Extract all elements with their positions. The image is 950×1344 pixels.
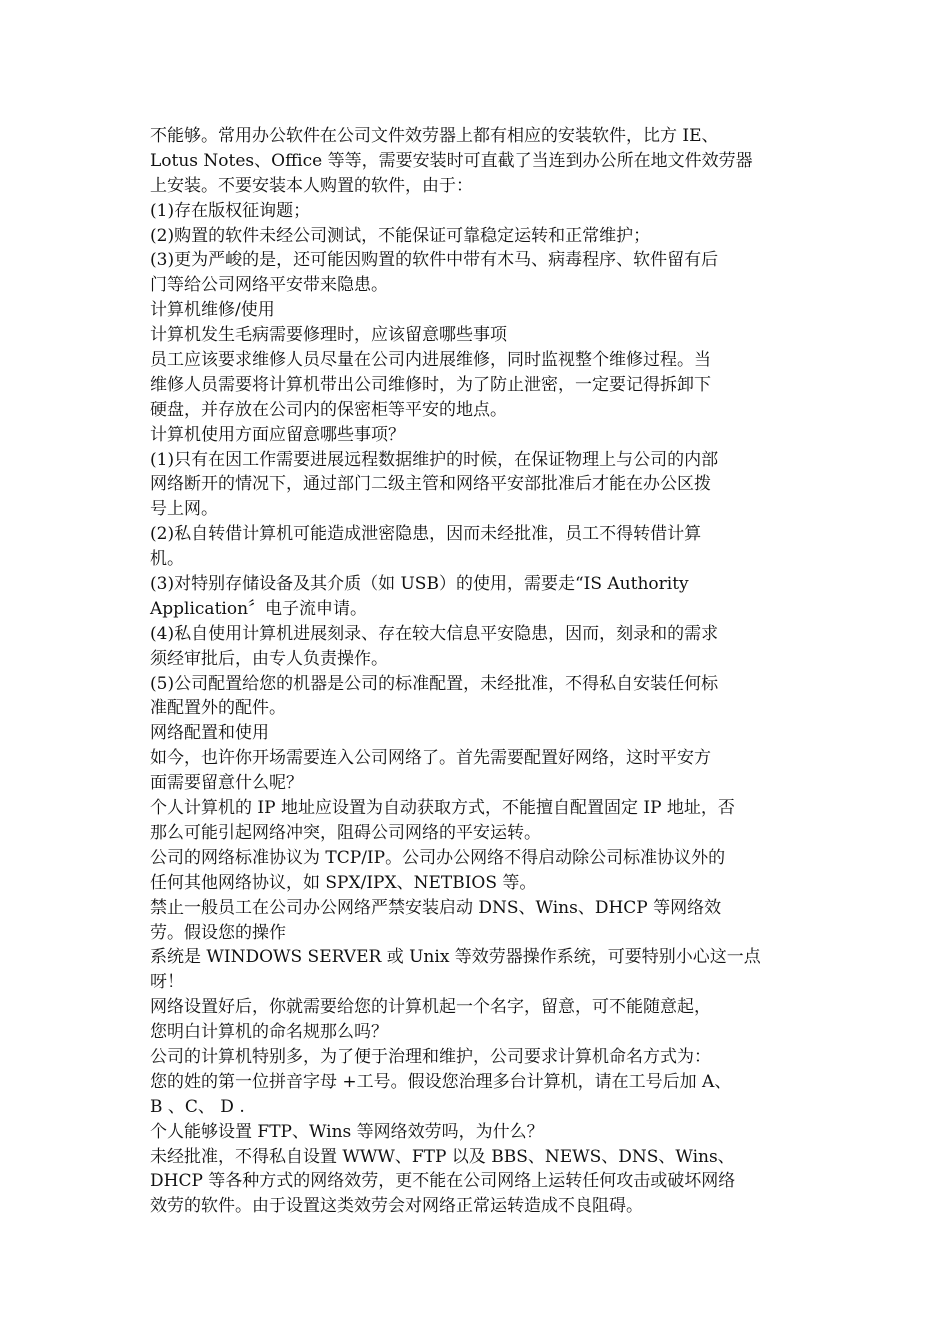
text-line: Application〞电子流申请。 <box>150 598 368 619</box>
text-line: 个人能够设置 FTP、Wins 等网络效劳吗，为什么？ <box>150 1121 544 1142</box>
text-line: (2)私自转借计算机可能造成泄密隐患，因而未经批准，员工不得转借计算 <box>150 524 702 545</box>
document-body <box>150 124 802 1219</box>
text-line: 上安装。不要安装本人购置的软件，由于： <box>150 175 473 196</box>
text-line: 公司的网络标准协议为 TCP/IP。公司办公网络不得启动除公司标准协议外的 <box>150 847 726 868</box>
text-line: (3)对特别存储设备及其介质（如 USB）的使用，需要走“IS Authority <box>150 574 689 595</box>
text-line: 个人计算机的 IP 地址应设置为自动获取方式，不能擅自配置固定 IP 地址，否 <box>150 798 735 819</box>
text-line: B 、C、 D . <box>150 1096 245 1117</box>
text-line: 您的姓的第一位拼音字母 +工号。假设您治理多台计算机，请在工号后加 A、 <box>150 1071 732 1092</box>
text-line: 机。 <box>150 549 184 570</box>
text-line: 准配置外的配件。 <box>150 698 286 719</box>
text-line: 未经批准，不得私自设置 WWW、FTP 以及 BBS、NEWS、DNS、Wins、 <box>150 1146 735 1167</box>
text-line: 系统是 WINDOWS SERVER 或 Unix 等效劳器操作系统，可要特别小心这一点 <box>150 947 761 968</box>
text-line: 号上网。 <box>150 499 218 520</box>
section-heading: 计算机维修/使用 <box>150 300 275 321</box>
text-line: 效劳的软件。由于设置这类效劳会对网络正常运转造成不良阻碍。 <box>150 1196 643 1217</box>
text-line: 网络断开的情况下，通过部门二级主管和网络平安部批准后才能在办公区拨 <box>150 474 711 495</box>
text-line: 禁止一般员工在公司办公网络严禁安装启动 DNS、Wins、DHCP 等网络效 <box>150 897 722 918</box>
text-line: 劳。假设您的操作 <box>150 922 286 943</box>
section-heading: 网络配置和使用 <box>150 723 269 744</box>
text-line: 须经审批后，由专人负责操作。 <box>150 648 388 669</box>
text-line: 您明白计算机的命名规那么吗？ <box>150 1022 388 1043</box>
text-line: (2)购置的软件未经公司测试，不能保证可靠稳定运转和正常维护； <box>150 225 651 246</box>
text-line: 面需要留意什么呢？ <box>150 773 303 794</box>
text-line: (4)私自使用计算机进展刻录、存在较大信息平安隐患，因而，刻录和的需求 <box>150 623 719 644</box>
text-line: 网络设置好后，你就需要给您的计算机起一个名字，留意，可不能随意起， <box>150 997 711 1018</box>
text-line: DHCP 等各种方式的网络效劳，更不能在公司网络上运转任何攻击或破坏网络 <box>150 1171 736 1192</box>
text-line: 硬盘，并存放在公司内的保密柜等平安的地点。 <box>150 399 507 420</box>
text-line: Lotus Notes、Office 等等，需要安装时可直截了当连到办公所在地文件效劳器 <box>150 150 753 171</box>
text-line: 计算机发生毛病需要修理时，应该留意哪些事项 <box>150 325 507 346</box>
text-line: 计算机使用方面应留意哪些事项？ <box>150 424 405 445</box>
text-line: 门等给公司网络平安带来隐患。 <box>150 275 388 296</box>
text-line: 维修人员需要将计算机带出公司维修时，为了防止泄密，一定要记得拆卸下 <box>150 374 711 395</box>
text-line: 任何其他网络协议，如 SPX/IPX、NETBIOS 等。 <box>150 872 537 893</box>
text-line: (5)公司配置给您的机器是公司的标准配置，未经批准，不得私自安装任何标 <box>150 673 719 694</box>
text-line: (1)存在版权征询题； <box>150 200 311 221</box>
text-line: (3)更为严峻的是，还可能因购置的软件中带有木马、病毒程序、软件留有后 <box>150 250 719 271</box>
text-line: (1)只有在因工作需要进展远程数据维护的时候，在保证物理上与公司的内部 <box>150 449 719 470</box>
text-line: 公司的计算机特别多，为了便于治理和维护，公司要求计算机命名方式为： <box>150 1046 711 1067</box>
text-line: 那么可能引起网络冲突，阻碍公司网络的平安运转。 <box>150 822 541 843</box>
text-line: 员工应该要求维修人员尽量在公司内进展维修，同时监视整个维修过程。当 <box>150 350 711 371</box>
text-line: 呀！ <box>150 972 184 993</box>
text-line: 不能够。常用办公软件在公司文件效劳器上都有相应的安装软件，比方 IE、 <box>150 126 719 146</box>
text-line: 如今，也许你开场需要连入公司网络了。首先需要配置好网络，这时平安方 <box>150 748 711 769</box>
